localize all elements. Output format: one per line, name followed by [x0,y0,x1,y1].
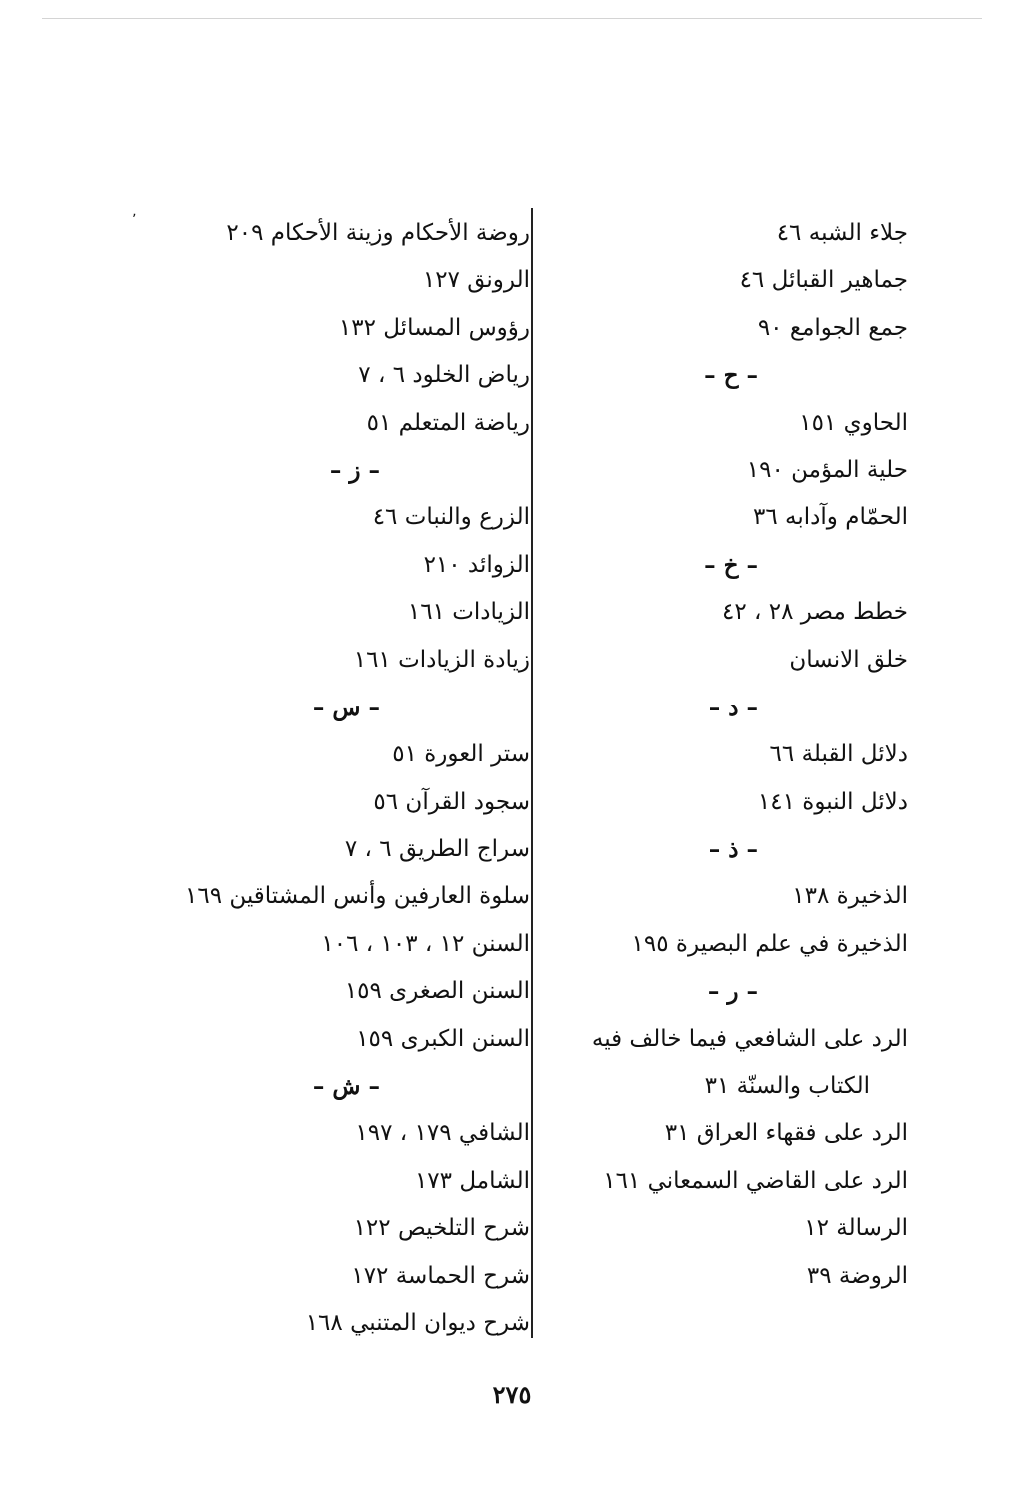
index-entry: الرد على فقهاء العراق ٣١ [664,1120,908,1147]
page-number: ٢٧٥ [492,1380,532,1409]
index-entry: رياض الخلود ٦ ، ٧ [358,362,530,389]
index-entry: الرسالة ١٢ [804,1215,908,1242]
top-rule [42,18,982,19]
index-entry: الحمّام وآدابه ٣٦ [753,504,908,531]
index-entry: حلية المؤمن ١٩٠ [746,456,908,483]
index-entry: الشافي ١٧٩ ، ١٩٧ [355,1120,530,1147]
index-entry: روضة الأحكام وزينة الأحكام ٢٠٩ [226,220,530,246]
index-entry: شرح الحماسة ١٧٢ [351,1262,530,1289]
index-entry: خطط مصر ٢٨ ، ٤٢ [722,599,908,626]
index-entry: سراج الطريق ٦ ، ٧ [344,836,530,863]
index-entry: الذخيرة في علم البصيرة ١٩٥ [631,930,908,957]
letter-heading: – ز – [329,456,380,484]
index-entry: سجود القرآن ٥٦ [373,788,530,815]
index-entry: جلاء الشبه ٤٦ [776,220,908,246]
index-entry: الحاوي ١٥١ [799,409,908,436]
index-entry: الذخيرة ١٣٨ [792,883,908,910]
letter-heading: – ش – [312,1073,380,1101]
letter-heading: – ر – [707,978,758,1006]
letter-heading: – ح – [704,362,758,390]
corner-mark: ٬ [132,212,137,228]
index-entry-continuation: الكتاب والسنّة ٣١ [704,1073,870,1100]
index-entry: السنن الصغرى ١٥٩ [344,978,530,1005]
index-entry: شرح التلخيص ١٢٢ [353,1215,530,1242]
index-entry: الشامل ١٧٣ [414,1167,530,1194]
index-entry: رؤوس المسائل ١٣٢ [338,314,530,341]
index-entry: دلائل القبلة ٦٦ [769,741,908,768]
index-entry: الزيادات ١٦١ [407,599,530,626]
index-entry: الروضة ٣٩ [806,1262,908,1289]
index-entry: ستر العورة ٥١ [392,741,530,768]
letter-heading: – د – [708,693,758,721]
index-entry: سلوة العارفين وأنس المشتاقين ١٦٩ [184,883,530,910]
index-entry: الرونق ١٢٧ [422,267,530,294]
index-entry: خلق الانسان [789,646,908,673]
index-entry: الرد على القاضي السمعاني ١٦١ [603,1167,908,1194]
index-entry: زيادة الزيادات ١٦١ [353,646,530,673]
index-entry: الزوائد ٢١٠ [423,551,530,578]
index-entry: الزرع والنبات ٤٦ [372,504,530,531]
index-column-left [130,210,530,1347]
index-entry: جماهير القبائل ٤٦ [739,267,908,294]
index-entry: السنن الكبرى ١٥٩ [356,1025,530,1052]
index-entry: جمع الجوامع ٩٠ [757,314,908,341]
letter-heading: – خ – [704,551,758,579]
letter-heading: – س – [312,693,380,721]
index-entry: السنن ١٢ ، ١٠٣ ، ١٠٦ [321,930,530,957]
index-entry: شرح ديوان المتنبي ١٦٨ [305,1309,530,1336]
index-entry: دلائل النبوة ١٤١ [757,788,908,815]
letter-heading: – ذ – [708,836,758,864]
column-divider [531,208,533,1338]
index-entry: رياضة المتعلم ٥١ [366,409,530,436]
index-column-right [508,210,908,1300]
index-entry: الرد على الشافعي فيما خالف فيه [591,1025,908,1052]
